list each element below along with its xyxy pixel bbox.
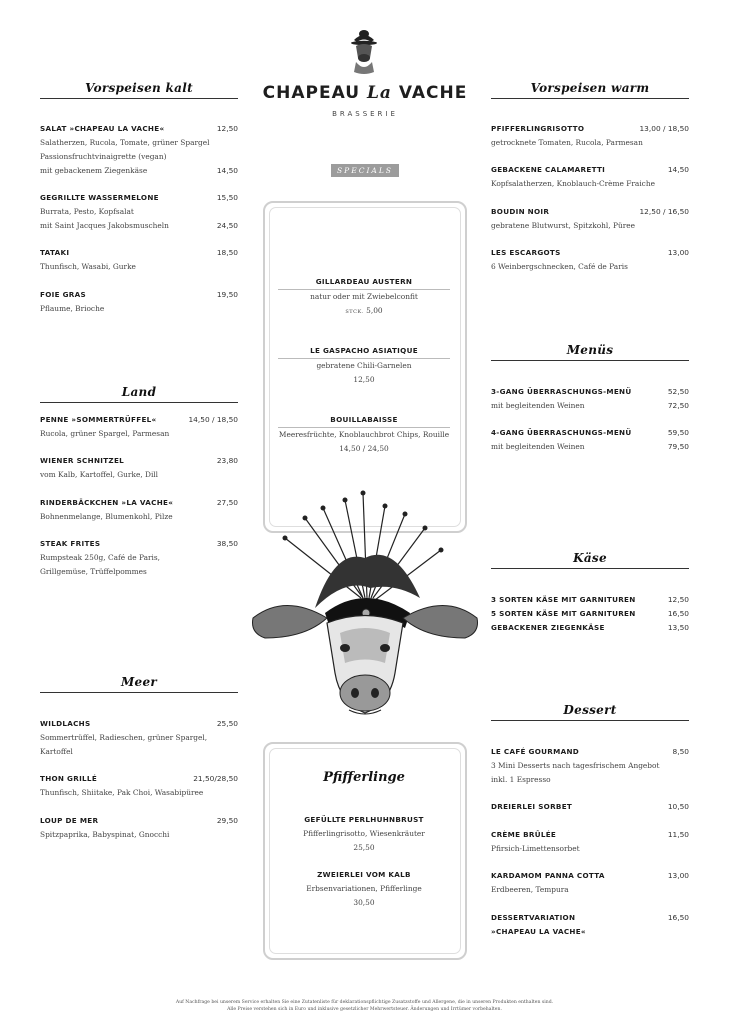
item-description: Bohnenmelange, Blumenkohl, Pilze [40, 512, 173, 521]
item-price: 12,50 / 16,50 [639, 207, 689, 216]
item-price: 38,50 [216, 539, 238, 548]
special-item [278, 346, 450, 387]
footer-note [100, 999, 629, 1013]
footer-line: Alle Preise verstehen sich in Euro und inklusive gesetzlicher Mehrwertsteuer. Änderungen und Irrtümer vorbehalten. [227, 1007, 502, 1012]
item-description: natur oder mit Zwiebelconfit [310, 292, 418, 301]
brand-subtitle: BRASSERIE [332, 110, 398, 118]
item-description: Erdbeeren, Tempura [491, 885, 569, 894]
special-item [278, 815, 450, 855]
section-title: Dessert [563, 703, 617, 717]
item-price: 23,80 [216, 456, 238, 465]
item-name: 3 SORTEN KÄSE MIT GARNITUREN [491, 595, 636, 604]
item-description: gebratene Chili-Garnelen [316, 361, 412, 370]
item-name: 3-GANG ÜBERRASCHUNGS-MENÜ [491, 387, 632, 396]
item-name: CRÈME BRÛLÉE [491, 830, 557, 839]
item-name: WILDLACHS [40, 719, 91, 728]
menu-item [40, 413, 238, 441]
item-option-price: 14,50 [216, 166, 238, 175]
item-option: mit gebackenem Ziegenkäse [40, 166, 148, 175]
menu-item [491, 800, 689, 814]
menu-item [40, 246, 238, 274]
item-name: DREIERLEI SORBET [491, 802, 573, 811]
item-description: Pfifferlingrisotto, Wiesenkräuter [303, 829, 425, 838]
item-option: mit Saint Jacques Jakobsmuscheln [40, 221, 169, 230]
item-price: 10,50 [667, 802, 689, 811]
item-option: mit begleitenden Weinen [491, 442, 585, 451]
item-price: 19,50 [216, 290, 238, 299]
item-name-continued: »CHAPEAU LA VACHE« [491, 927, 586, 936]
item-name: 4-GANG ÜBERRASCHUNGS-MENÜ [491, 428, 632, 437]
item-option-price: 72,50 [667, 401, 689, 410]
section-header-vorspeisen-kalt [40, 78, 238, 99]
item-price: 15,50 [216, 193, 238, 202]
item-name: GEFÜLLTE PERLHUHNBRUST [304, 815, 424, 824]
item-option-price: 24,50 [216, 221, 238, 230]
item-option-price: 79,50 [667, 442, 689, 451]
item-price: 29,50 [216, 816, 238, 825]
menu-item [491, 828, 689, 856]
item-price: 11,50 [667, 830, 689, 839]
item-name: ZWEIERLEI VOM KALB [317, 870, 411, 879]
item-name: LOUP DE MER [40, 816, 99, 825]
item-price: 16,50 [667, 913, 689, 922]
item-price: 21,50/28,50 [193, 774, 238, 783]
item-price: 30,50 [353, 898, 375, 907]
item-description: inkl. 1 Espresso [491, 775, 551, 784]
item-description: 6 Weinbergschnecken, Café de Paris [491, 262, 628, 271]
item-price: 16,50 [667, 609, 689, 618]
item-name: SALAT »CHAPEAU LA VACHE« [40, 124, 165, 133]
item-price: 14,50 / 24,50 [339, 444, 389, 453]
section-header-kaese [491, 548, 689, 569]
menu-item [40, 454, 238, 482]
section-header-menus [491, 340, 689, 361]
special-item [278, 415, 450, 456]
item-price: 13,00 [667, 871, 689, 880]
specials-badge: SPECIALS [331, 164, 399, 177]
item-price: 25,50 [216, 719, 238, 728]
brand-name-part: CHAPEAU [262, 83, 367, 103]
section-title: Vorspeisen kalt [85, 81, 193, 95]
menu-item [491, 426, 689, 454]
item-description: 3 Mini Desserts nach tagesfrischem Angebot [491, 761, 660, 770]
menu-item [40, 772, 238, 800]
item-price: 14,50 [667, 165, 689, 174]
item-price: 12,50 [667, 595, 689, 604]
item-price: 14,50 / 18,50 [188, 415, 238, 424]
item-price: 27,50 [216, 498, 238, 507]
item-description: gebratene Blutwurst, Spitzkohl, Püree [491, 221, 635, 230]
section-header-vorspeisen-warm [491, 78, 689, 99]
section-title: Käse [573, 551, 607, 565]
item-description: Sommertrüffel, Radieschen, grüner Spargel, [40, 733, 208, 742]
item-price: 8,50 [672, 747, 689, 756]
item-price: 12,50 [216, 124, 238, 133]
brand-name-part: VACHE [391, 83, 468, 103]
item-name: DESSERTVARIATION [491, 913, 576, 922]
menu-item [40, 814, 238, 842]
item-name: BOUDIN NOIR [491, 207, 550, 216]
cow-logo-icon [346, 28, 382, 76]
item-description: Thunfisch, Shiitake, Pak Choi, Wasabipüree [40, 788, 204, 797]
menu-item [40, 288, 238, 316]
item-unit: STCK. [345, 309, 364, 315]
item-name: FOIE GRAS [40, 290, 86, 299]
menu-item [491, 911, 689, 939]
item-price: 59,50 [667, 428, 689, 437]
menu-item [491, 869, 689, 897]
item-name: 5 SORTEN KÄSE MIT GARNITUREN [491, 609, 636, 618]
section-title: Land [121, 385, 157, 399]
section-title: Menüs [566, 343, 614, 357]
footer-line: Auf Nachfrage bei unserem Service erhalten Sie eine Zutatenliste für deklarationspflichtige Zusatzstoffe und Allergene, die in unseren Produkten enthalten sind. [175, 1000, 554, 1005]
item-name: PENNE »SOMMERTRÜFFEL« [40, 415, 157, 424]
menu-item [40, 537, 238, 579]
item-price: 5,00 [366, 306, 383, 315]
menu-item [40, 191, 238, 233]
section-title-pfifferlinge: Pfifferlinge [323, 770, 405, 785]
item-price: 12,50 [353, 375, 375, 384]
special-item [278, 870, 450, 910]
item-description: Thunfisch, Wasabi, Gurke [40, 262, 136, 271]
item-name: RINDERBÄCKCHEN »LA VACHE« [40, 498, 174, 507]
item-description: Erbsenvariationen, Pfifferlinge [306, 884, 422, 893]
item-price: 13,50 [667, 623, 689, 632]
item-description: Rucola, grüner Spargel, Parmesan [40, 429, 170, 438]
item-description: Passionsfruchtvinaigrette (vegan) [40, 152, 167, 161]
item-name: PFIFFERLINGRISOTTO [491, 124, 585, 133]
menu-item [40, 122, 238, 178]
item-option: mit begleitenden Weinen [491, 401, 585, 410]
item-description: Burrata, Pesto, Kopfsalat [40, 207, 134, 216]
item-name: BOUILLABAISSE [278, 415, 450, 428]
menu-item [491, 385, 689, 413]
item-name: STEAK FRITES [40, 539, 101, 548]
item-name: LE CAFÉ GOURMAND [491, 747, 580, 756]
item-description: Rumpsteak 250g, Café de Paris, [40, 553, 161, 562]
menu-item [491, 593, 689, 635]
item-price: 52,50 [667, 387, 689, 396]
menu-item [491, 163, 689, 191]
section-title: Vorspeisen warm [530, 81, 650, 95]
special-item [278, 277, 450, 319]
item-name: GEBACKENER ZIEGENKÄSE [491, 623, 605, 632]
menu-item [491, 745, 689, 787]
item-price: 13,00 / 18,50 [639, 124, 689, 133]
item-description: Grillgemüse, Trüffelpommes [40, 567, 147, 576]
item-description: Spitzpaprika, Babyspinat, Gnocchi [40, 830, 170, 839]
item-description: Pfirsich-Limettensorbet [491, 844, 580, 853]
brand-name [256, 83, 474, 103]
item-name: TATAKI [40, 248, 70, 257]
section-header-meer [40, 672, 238, 693]
item-price: 25,50 [353, 843, 375, 852]
section-header-land [40, 382, 238, 403]
menu-item [491, 205, 689, 233]
item-description: Salatherzen, Rucola, Tomate, grüner Spargel [40, 138, 210, 147]
item-price: 18,50 [216, 248, 238, 257]
section-header-dessert [491, 700, 689, 721]
menu-item [491, 122, 689, 150]
item-name: LES ESCARGOTS [491, 248, 561, 257]
item-description: Kartoffel [40, 747, 73, 756]
item-name: LE GASPACHO ASIATIQUE [278, 346, 450, 359]
section-title: Meer [120, 675, 158, 689]
item-description: getrocknete Tomaten, Rucola, Parmesan [491, 138, 643, 147]
item-description: Meeresfrüchte, Knoblauchbrot Chips, Rouille [278, 430, 450, 439]
item-description: vom Kalb, Kartoffel, Gurke, Dill [40, 470, 159, 479]
menu-item [40, 496, 238, 524]
item-name: KARDAMOM PANNA COTTA [491, 871, 605, 880]
menu-item [491, 246, 689, 274]
brand-name-la: La [366, 83, 392, 103]
menu-item [40, 717, 238, 759]
item-price: 13,00 [667, 248, 689, 257]
item-name: THON GRILLÉ [40, 774, 98, 783]
cow-with-feather-hat-illustration [245, 488, 485, 733]
item-name: WIENER SCHNITZEL [40, 456, 125, 465]
item-name: GEBACKENE CALAMARETTI [491, 165, 606, 174]
item-description: Pflaume, Brioche [40, 304, 105, 313]
item-description: Kopfsalatherzen, Knoblauch-Crème Fraiche [491, 179, 655, 188]
item-name: GEGRILLTE WASSERMELONE [40, 193, 159, 202]
item-name: GILLARDEAU AUSTERN [278, 277, 450, 290]
